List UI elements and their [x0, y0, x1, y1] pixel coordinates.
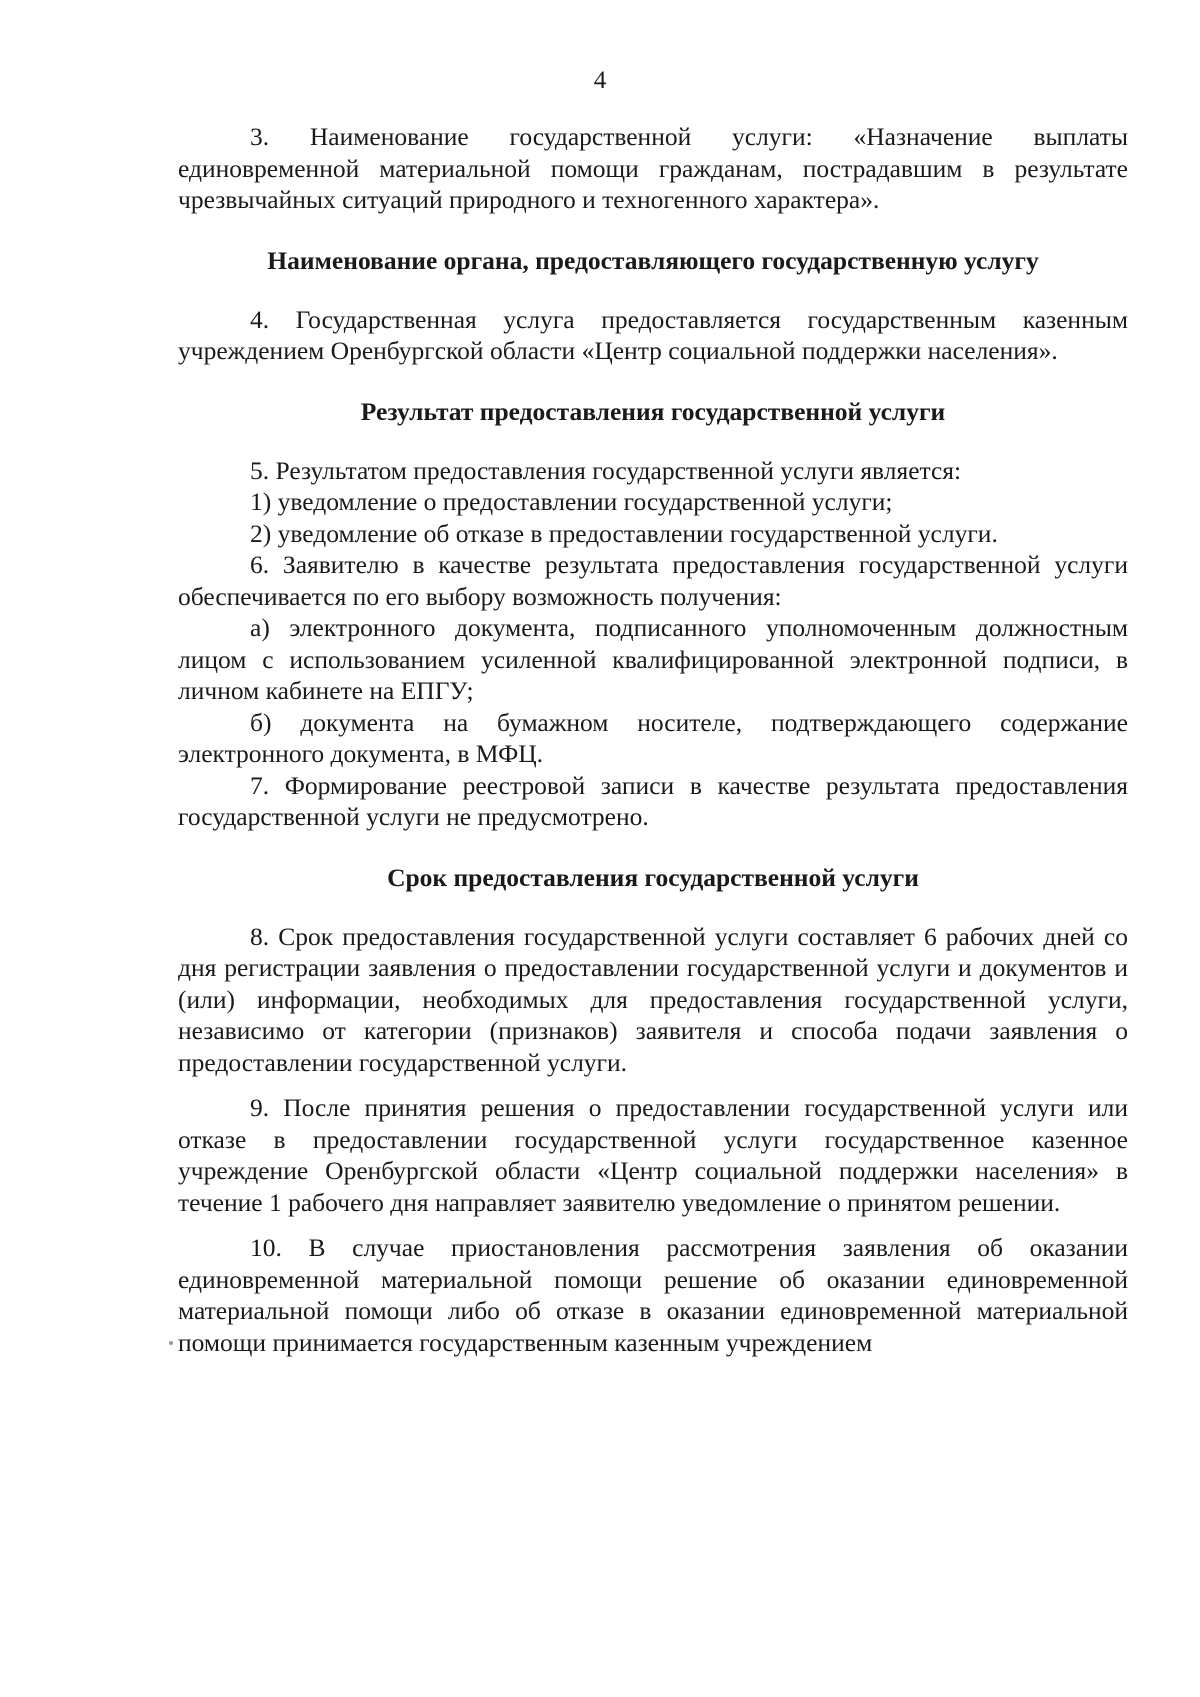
paragraph-6: 6. Заявителю в качестве результата предоставления государственной услуги обеспечивается по его выбору возможность получения: — [178, 550, 1128, 611]
paragraph-10: 10. В случае приостановления рассмотрения заявления об оказании единовременной материальной помощи решение об оказании единовременной материальной помощи либо об отказе в оказании единовременной материальной помощи принимается государственным казенным учреждением — [178, 1233, 1128, 1357]
document-body — [178, 121, 1128, 1358]
paragraph-5-item-1: 1) уведомление о предоставлении государственной услуги; — [250, 487, 893, 516]
heading-service-provider: Наименование органа, предоставляющего государственную услугу — [267, 245, 1039, 275]
heading-service-result: Результат предоставления государственной услуги — [360, 396, 946, 426]
paragraph-3: 3. Наименование государственной услуги: «Назначение выплаты единовременной материальной помощи гражданам, пострадавшим в результате чрезвычайных ситуаций природного и техногенного характера». — [178, 122, 1128, 214]
paragraph-6-item-b: б) документа на бумажном носителе, подтверждающего содержание электронного документа, в МФЦ. — [178, 707, 1128, 768]
paragraph-9: 9. После принятия решения о предоставлении государственной услуги или отказе в предоставлении государственной услуги государственное казенное учреждение Оренбургской области «Центр социальной поддержки населения» в течение 1 рабочего дня направляет заявителю уведомление о принятом решении. — [178, 1093, 1128, 1217]
page-number: 4 — [593, 67, 607, 94]
paragraph-5: 5. Результатом предоставления государственной услуги является: — [250, 455, 962, 485]
paragraph-7: 7. Формирование реестровой записи в качестве результата предоставления государственной услуги не предусмотрено. — [178, 770, 1128, 831]
paragraph-6-item-a: а) электронного документа, подписанного уполномоченным должностным лицом с использованием усиленной квалифицированной электронной подписи, в личном кабинете на ЕПГУ; — [178, 613, 1128, 705]
scan-speck — [169, 1341, 173, 1345]
paragraph-4: 4. Государственная услуга предоставляется государственным казенным учреждением Оренбургской области «Центр социальной поддержки населения». — [178, 304, 1128, 365]
paragraph-8: 8. Срок предоставления государственной услуги составляет 6 рабочих дней со дня регистрации заявления о предоставлении государственной услуги и документов и (или) информации, необходимых для предоставления государственной услуги, независимо от категории (признаков) заявителя и способа подачи заявления о предоставлении государственной услуги. — [178, 921, 1128, 1077]
paragraph-5-item-2: 2) уведомление об отказе в предоставлении государственной услуги. — [250, 518, 998, 548]
heading-service-term: Срок предоставления государственной услуги — [387, 862, 919, 892]
